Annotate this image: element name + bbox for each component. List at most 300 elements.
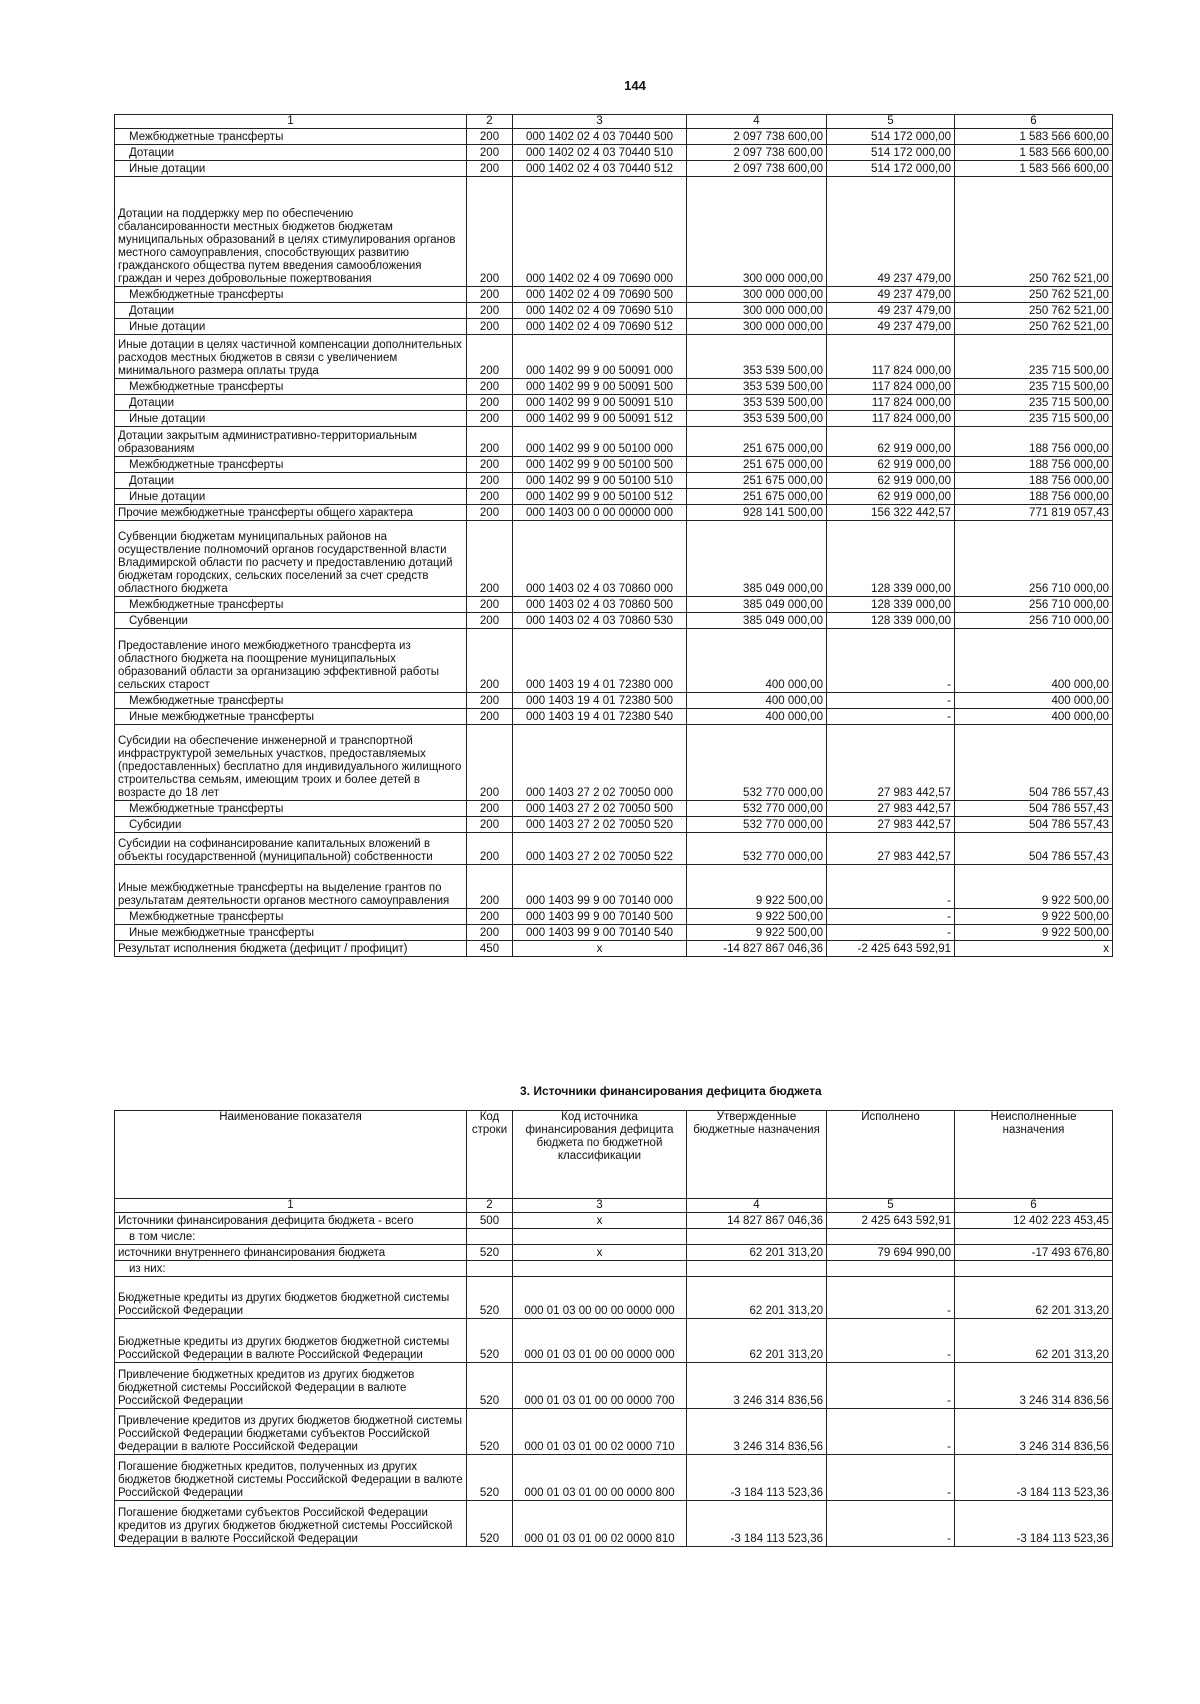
row-approved — [687, 1261, 827, 1277]
row-name: Субсидии на обеспечение инженерной и транспортной инфраструктурой земельных участков, предоставляемых (предоставленных) бесплатно для индивидуального жилищного строительства семьям, имеющим троих и более детей в возрасте до 18 лет — [115, 725, 467, 801]
row-name: Межбюджетные трансферты — [115, 287, 467, 303]
table-row — [115, 411, 1113, 427]
row-line-code: 200 — [467, 505, 513, 521]
table-row — [115, 1319, 1113, 1363]
row-classification-code: 000 1402 99 9 00 50100 512 — [513, 489, 687, 505]
row-unexecuted: -3 184 113 523,36 — [955, 1501, 1113, 1547]
table-row — [115, 177, 1113, 287]
row-line-code: 520 — [467, 1501, 513, 1547]
row-unexecuted: 1 583 566 600,00 — [955, 129, 1113, 145]
table-row — [115, 941, 1113, 957]
row-line-code: 200 — [467, 597, 513, 613]
row-unexecuted: 771 819 057,43 — [955, 505, 1113, 521]
row-approved: 532 770 000,00 — [687, 725, 827, 801]
row-name: Привлечение кредитов из других бюджетов бюджетной системы Российской Федерации бюджетами субъектов Российской Федерации в валюте Российской Федерации — [115, 1409, 467, 1455]
row-unexecuted: 504 786 557,43 — [955, 801, 1113, 817]
row-approved: 400 000,00 — [687, 629, 827, 693]
row-approved: 9 922 500,00 — [687, 909, 827, 925]
row-approved: 300 000 000,00 — [687, 319, 827, 335]
row-classification-code: 000 1402 99 9 00 50100 000 — [513, 427, 687, 457]
row-unexecuted: 1 583 566 600,00 — [955, 161, 1113, 177]
row-unexecuted: 188 756 000,00 — [955, 473, 1113, 489]
row-approved: -14 827 867 046,36 — [687, 941, 827, 957]
row-unexecuted: 250 762 521,00 — [955, 287, 1113, 303]
row-classification-code: 000 1402 99 9 00 50100 510 — [513, 473, 687, 489]
row-unexecuted — [955, 1261, 1113, 1277]
row-approved: 928 141 500,00 — [687, 505, 827, 521]
table-row — [115, 865, 1113, 909]
row-approved: 9 922 500,00 — [687, 865, 827, 909]
row-unexecuted: 235 715 500,00 — [955, 335, 1113, 379]
row-executed: 49 237 479,00 — [827, 303, 955, 319]
row-name: Бюджетные кредиты из других бюджетов бюджетной системы Российской Федерации в валюте Российской Федерации — [115, 1319, 467, 1363]
col-num-2: 2 — [467, 1199, 513, 1213]
row-line-code: 200 — [467, 833, 513, 865]
table-row — [115, 161, 1113, 177]
table-row — [115, 427, 1113, 457]
row-classification-code: 000 1403 99 9 00 70140 500 — [513, 909, 687, 925]
col-num-1: 1 — [115, 1199, 467, 1213]
row-line-code: 200 — [467, 303, 513, 319]
row-classification-code: 000 01 03 01 00 02 0000 710 — [513, 1409, 687, 1455]
row-line-code: 200 — [467, 161, 513, 177]
col-num-1: 1 — [115, 115, 467, 129]
row-approved: 385 049 000,00 — [687, 597, 827, 613]
table-row — [115, 1455, 1113, 1501]
row-approved: 300 000 000,00 — [687, 303, 827, 319]
table-row — [115, 489, 1113, 505]
row-unexecuted: 256 710 000,00 — [955, 613, 1113, 629]
row-classification-code: 000 1403 02 4 03 70860 000 — [513, 521, 687, 597]
row-name: Межбюджетные трансферты — [115, 597, 467, 613]
row-line-code: 200 — [467, 925, 513, 941]
row-unexecuted: 188 756 000,00 — [955, 457, 1113, 473]
row-classification-code: 000 01 03 01 00 00 0000 700 — [513, 1363, 687, 1409]
row-name: Прочие межбюджетные трансферты общего характера — [115, 505, 467, 521]
table-row — [115, 1409, 1113, 1455]
row-approved: 385 049 000,00 — [687, 521, 827, 597]
row-unexecuted: 250 762 521,00 — [955, 303, 1113, 319]
row-approved — [687, 1229, 827, 1245]
row-classification-code: 000 1402 99 9 00 50091 500 — [513, 379, 687, 395]
row-name: Предоставление иного межбюджетного трансферта из областного бюджета на поощрение муниципальных образований области за организацию эффективной работы сельских старост — [115, 629, 467, 693]
row-executed: - — [827, 1409, 955, 1455]
row-executed: 62 919 000,00 — [827, 489, 955, 505]
expenditures-table — [114, 114, 1113, 957]
row-approved: -3 184 113 523,36 — [687, 1455, 827, 1501]
row-classification-code: x — [513, 941, 687, 957]
table-row — [115, 693, 1113, 709]
row-unexecuted: 62 201 313,20 — [955, 1319, 1113, 1363]
table-row — [115, 833, 1113, 865]
row-approved: 300 000 000,00 — [687, 287, 827, 303]
row-unexecuted: 256 710 000,00 — [955, 597, 1113, 613]
row-approved: 353 539 500,00 — [687, 379, 827, 395]
row-approved: 300 000 000,00 — [687, 177, 827, 287]
row-approved: 2 097 738 600,00 — [687, 145, 827, 161]
col-num-6: 6 — [955, 115, 1113, 129]
row-classification-code: 000 1402 02 4 09 70690 512 — [513, 319, 687, 335]
row-approved: 62 201 313,20 — [687, 1319, 827, 1363]
row-unexecuted: 188 756 000,00 — [955, 427, 1113, 457]
row-executed: 117 824 000,00 — [827, 395, 955, 411]
table-row — [115, 303, 1113, 319]
row-name: Дотации — [115, 145, 467, 161]
row-executed: 62 919 000,00 — [827, 457, 955, 473]
table-row — [115, 817, 1113, 833]
row-classification-code: 000 01 03 00 00 00 0000 000 — [513, 1277, 687, 1319]
row-approved: 251 675 000,00 — [687, 457, 827, 473]
row-classification-code: 000 1402 99 9 00 50091 510 — [513, 395, 687, 411]
row-executed — [827, 1229, 955, 1245]
table-row — [115, 129, 1113, 145]
row-executed: - — [827, 909, 955, 925]
row-executed: 2 425 643 592,91 — [827, 1213, 955, 1229]
row-approved: 62 201 313,20 — [687, 1277, 827, 1319]
row-approved: 400 000,00 — [687, 709, 827, 725]
row-classification-code: 000 1403 19 4 01 72380 540 — [513, 709, 687, 725]
row-executed: - — [827, 693, 955, 709]
row-line-code: 200 — [467, 613, 513, 629]
row-executed: 128 339 000,00 — [827, 597, 955, 613]
table-row — [115, 597, 1113, 613]
row-unexecuted: 400 000,00 — [955, 693, 1113, 709]
row-unexecuted — [955, 1229, 1113, 1245]
row-executed: 27 983 442,57 — [827, 725, 955, 801]
row-line-code: 520 — [467, 1409, 513, 1455]
row-name: Дотации — [115, 473, 467, 489]
row-line-code — [467, 1261, 513, 1277]
row-name: Субсидии на софинансирование капитальных вложений в объекты государственной (муниципальной) собственности — [115, 833, 467, 865]
row-name: Дотации — [115, 303, 467, 319]
row-classification-code: 000 1403 27 2 02 70050 000 — [513, 725, 687, 801]
row-name: Источники финансирования дефицита бюджета - всего — [115, 1213, 467, 1229]
row-classification-code: 000 01 03 01 00 00 0000 000 — [513, 1319, 687, 1363]
row-line-code: 200 — [467, 489, 513, 505]
row-approved: 2 097 738 600,00 — [687, 129, 827, 145]
row-executed: - — [827, 1455, 955, 1501]
table-row — [115, 1363, 1113, 1409]
row-classification-code: 000 1402 02 4 03 70440 512 — [513, 161, 687, 177]
row-approved: 2 097 738 600,00 — [687, 161, 827, 177]
row-approved: 532 770 000,00 — [687, 833, 827, 865]
row-classification-code: 000 1403 27 2 02 70050 500 — [513, 801, 687, 817]
row-executed — [827, 1261, 955, 1277]
row-unexecuted: 235 715 500,00 — [955, 395, 1113, 411]
row-name: источники внутреннего финансирования бюджета — [115, 1245, 467, 1261]
row-classification-code: 000 1403 27 2 02 70050 522 — [513, 833, 687, 865]
table-row — [115, 395, 1113, 411]
row-executed: - — [827, 1501, 955, 1547]
row-line-code: 200 — [467, 129, 513, 145]
row-executed: 27 983 442,57 — [827, 817, 955, 833]
column-number-row — [115, 1199, 1113, 1213]
row-unexecuted: 504 786 557,43 — [955, 817, 1113, 833]
table-row — [115, 521, 1113, 597]
table-row — [115, 287, 1113, 303]
row-name: Межбюджетные трансферты — [115, 909, 467, 925]
row-line-code: 200 — [467, 725, 513, 801]
row-name: Межбюджетные трансферты — [115, 457, 467, 473]
row-line-code: 200 — [467, 629, 513, 693]
row-executed: 156 322 442,57 — [827, 505, 955, 521]
row-line-code: 200 — [467, 145, 513, 161]
row-classification-code: 000 1403 02 4 03 70860 500 — [513, 597, 687, 613]
row-executed: - — [827, 925, 955, 941]
row-executed: 62 919 000,00 — [827, 473, 955, 489]
table-row — [115, 909, 1113, 925]
row-classification-code: 000 01 03 01 00 00 0000 800 — [513, 1455, 687, 1501]
row-approved: 385 049 000,00 — [687, 613, 827, 629]
header-approved: Утвержденные бюджетные назначения — [687, 1111, 827, 1199]
row-name: Субвенции — [115, 613, 467, 629]
row-approved: -3 184 113 523,36 — [687, 1501, 827, 1547]
row-line-code: 200 — [467, 801, 513, 817]
table-row — [115, 505, 1113, 521]
row-name: Межбюджетные трансферты — [115, 801, 467, 817]
row-name: Межбюджетные трансферты — [115, 129, 467, 145]
row-approved: 353 539 500,00 — [687, 411, 827, 427]
row-classification-code: 000 1403 99 9 00 70140 540 — [513, 925, 687, 941]
row-classification-code — [513, 1261, 687, 1277]
row-unexecuted: 12 402 223 453,45 — [955, 1213, 1113, 1229]
table-row — [115, 473, 1113, 489]
row-unexecuted: 400 000,00 — [955, 629, 1113, 693]
row-approved: 353 539 500,00 — [687, 335, 827, 379]
row-line-code: 520 — [467, 1319, 513, 1363]
row-unexecuted: 188 756 000,00 — [955, 489, 1113, 505]
table-row — [115, 457, 1113, 473]
row-classification-code: 000 1402 02 4 03 70440 510 — [513, 145, 687, 161]
row-unexecuted: 235 715 500,00 — [955, 379, 1113, 395]
row-approved: 251 675 000,00 — [687, 473, 827, 489]
column-number-row — [115, 115, 1113, 129]
table-row — [115, 379, 1113, 395]
row-classification-code: x — [513, 1245, 687, 1261]
row-name: Субсидии — [115, 817, 467, 833]
row-approved: 251 675 000,00 — [687, 489, 827, 505]
row-approved: 532 770 000,00 — [687, 817, 827, 833]
row-executed: 117 824 000,00 — [827, 335, 955, 379]
row-line-code: 200 — [467, 817, 513, 833]
row-unexecuted: 3 246 314 836,56 — [955, 1409, 1113, 1455]
table-row — [115, 335, 1113, 379]
row-classification-code: x — [513, 1213, 687, 1229]
row-name: Дотации — [115, 395, 467, 411]
row-approved: 251 675 000,00 — [687, 427, 827, 457]
row-classification-code: 000 1402 99 9 00 50091 000 — [513, 335, 687, 379]
row-unexecuted: x — [955, 941, 1113, 957]
row-line-code: 200 — [467, 473, 513, 489]
row-name: Межбюджетные трансферты — [115, 379, 467, 395]
row-name: Дотации на поддержку мер по обеспечению сбалансированности местных бюджетов бюджетам муниципальных образований в целях стимулирования органов местного самоуправления, способствующих развитию гражданского общества путем введения самообложения граждан и через добровольные пожертвования — [115, 177, 467, 287]
row-unexecuted: 250 762 521,00 — [955, 319, 1113, 335]
row-name: Иные дотации — [115, 161, 467, 177]
row-name: Межбюджетные трансферты — [115, 693, 467, 709]
row-unexecuted: 9 922 500,00 — [955, 865, 1113, 909]
row-line-code: 200 — [467, 865, 513, 909]
header-executed: Исполнено — [827, 1111, 955, 1199]
row-unexecuted: 400 000,00 — [955, 709, 1113, 725]
row-name: Субвенции бюджетам муниципальных районов на осуществление полномочий органов государственной власти Владимирской области по расчету и предоставлению дотаций бюджетам городских, сельских поселений за счет средств областного бюджета — [115, 521, 467, 597]
page-number: 144 — [624, 78, 646, 93]
table-row — [115, 613, 1113, 629]
row-classification-code: 000 01 03 01 00 02 0000 810 — [513, 1501, 687, 1547]
row-line-code: 200 — [467, 909, 513, 925]
row-line-code: 200 — [467, 521, 513, 597]
col-num-2: 2 — [467, 115, 513, 129]
header-name: Наименование показателя — [115, 1111, 467, 1199]
row-line-code: 200 — [467, 379, 513, 395]
table-row — [115, 709, 1113, 725]
row-approved: 353 539 500,00 — [687, 395, 827, 411]
row-executed: - — [827, 629, 955, 693]
header-unexecuted: Неисполненные назначения — [955, 1111, 1113, 1199]
row-classification-code: 000 1402 99 9 00 50100 500 — [513, 457, 687, 473]
row-executed: 62 919 000,00 — [827, 427, 955, 457]
col-num-5: 5 — [827, 1199, 955, 1213]
row-executed: - — [827, 1277, 955, 1319]
row-line-code: 200 — [467, 693, 513, 709]
row-name: Иные межбюджетные трансферты на выделение грантов по результатам деятельности органов местного самоуправления — [115, 865, 467, 909]
header-source-code: Код источника финансирования дефицита бюджета по бюджетной классификации — [513, 1111, 687, 1199]
row-name: Иные межбюджетные трансферты — [115, 709, 467, 725]
table-row — [115, 801, 1113, 817]
row-classification-code: 000 1403 27 2 02 70050 520 — [513, 817, 687, 833]
table-row — [115, 1501, 1113, 1547]
row-line-code: 200 — [467, 287, 513, 303]
header-line-code: Код строки — [467, 1111, 513, 1199]
table-row — [115, 145, 1113, 161]
row-line-code: 200 — [467, 457, 513, 473]
row-line-code: 200 — [467, 427, 513, 457]
table-row — [115, 1229, 1113, 1245]
table-row — [115, 725, 1113, 801]
row-classification-code: 000 1402 99 9 00 50091 512 — [513, 411, 687, 427]
row-unexecuted: 504 786 557,43 — [955, 725, 1113, 801]
row-unexecuted: 256 710 000,00 — [955, 521, 1113, 597]
row-line-code: 200 — [467, 177, 513, 287]
row-approved: 3 246 314 836,56 — [687, 1409, 827, 1455]
row-name: в том числе: — [115, 1229, 467, 1245]
row-executed: 117 824 000,00 — [827, 411, 955, 427]
row-unexecuted: 250 762 521,00 — [955, 177, 1113, 287]
row-line-code: 200 — [467, 709, 513, 725]
row-unexecuted: 235 715 500,00 — [955, 411, 1113, 427]
row-approved: 3 246 314 836,56 — [687, 1363, 827, 1409]
table-row — [115, 629, 1113, 693]
row-executed: 49 237 479,00 — [827, 319, 955, 335]
row-classification-code — [513, 1229, 687, 1245]
table-row — [115, 1261, 1113, 1277]
row-unexecuted: -17 493 676,80 — [955, 1245, 1113, 1261]
row-executed: - — [827, 1319, 955, 1363]
row-name: Иные межбюджетные трансферты — [115, 925, 467, 941]
row-executed: - — [827, 865, 955, 909]
row-line-code — [467, 1229, 513, 1245]
row-executed: 27 983 442,57 — [827, 801, 955, 817]
row-unexecuted: 62 201 313,20 — [955, 1277, 1113, 1319]
col-num-4: 4 — [687, 1199, 827, 1213]
table-row — [115, 319, 1113, 335]
row-executed: - — [827, 709, 955, 725]
row-line-code: 500 — [467, 1213, 513, 1229]
row-approved: 14 827 867 046,36 — [687, 1213, 827, 1229]
row-name: Иные дотации — [115, 489, 467, 505]
row-unexecuted: 9 922 500,00 — [955, 925, 1113, 941]
financing-sources-table — [114, 1110, 1113, 1547]
row-classification-code: 000 1403 19 4 01 72380 500 — [513, 693, 687, 709]
table-row — [115, 1245, 1113, 1261]
row-executed: 128 339 000,00 — [827, 521, 955, 597]
row-line-code: 200 — [467, 411, 513, 427]
row-name: Иные дотации в целях частичной компенсации дополнительных расходов местных бюджетов в связи с увеличением минимального размера оплаты труда — [115, 335, 467, 379]
table-row — [115, 925, 1113, 941]
row-line-code: 200 — [467, 335, 513, 379]
row-name: Результат исполнения бюджета (дефицит / профицит) — [115, 941, 467, 957]
row-line-code: 200 — [467, 319, 513, 335]
row-line-code: 520 — [467, 1245, 513, 1261]
row-executed: 79 694 990,00 — [827, 1245, 955, 1261]
row-line-code: 520 — [467, 1277, 513, 1319]
table-row — [115, 1213, 1113, 1229]
row-name: из них: — [115, 1261, 467, 1277]
row-executed: 27 983 442,57 — [827, 833, 955, 865]
row-classification-code: 000 1402 02 4 09 70690 000 — [513, 177, 687, 287]
row-name: Иные дотации — [115, 411, 467, 427]
row-classification-code: 000 1402 02 4 09 70690 500 — [513, 287, 687, 303]
col-num-5: 5 — [827, 115, 955, 129]
row-approved: 9 922 500,00 — [687, 925, 827, 941]
row-executed: -2 425 643 592,91 — [827, 941, 955, 957]
row-approved: 62 201 313,20 — [687, 1245, 827, 1261]
row-line-code: 520 — [467, 1363, 513, 1409]
row-unexecuted: 9 922 500,00 — [955, 909, 1113, 925]
row-executed: 49 237 479,00 — [827, 287, 955, 303]
row-name: Погашение бюджетных кредитов, полученных из других бюджетов бюджетной системы Российской Федерации в валюте Российской Федерации — [115, 1455, 467, 1501]
col-num-6: 6 — [955, 1199, 1113, 1213]
row-unexecuted: 1 583 566 600,00 — [955, 145, 1113, 161]
row-line-code: 450 — [467, 941, 513, 957]
table-row — [115, 1277, 1113, 1319]
row-unexecuted: 504 786 557,43 — [955, 833, 1113, 865]
row-classification-code: 000 1403 00 0 00 00000 000 — [513, 505, 687, 521]
row-classification-code: 000 1403 19 4 01 72380 000 — [513, 629, 687, 693]
row-name: Привлечение бюджетных кредитов из других бюджетов бюджетной системы Российской Федерации в валюте Российской Федерации — [115, 1363, 467, 1409]
col-num-3: 3 — [513, 115, 687, 129]
row-executed: 514 172 000,00 — [827, 145, 955, 161]
row-classification-code: 000 1402 02 4 03 70440 500 — [513, 129, 687, 145]
row-name: Дотации закрытым административно-территориальным образованиям — [115, 427, 467, 457]
row-unexecuted: 3 246 314 836,56 — [955, 1363, 1113, 1409]
col-num-3: 3 — [513, 1199, 687, 1213]
row-name: Бюджетные кредиты из других бюджетов бюджетной системы Российской Федерации — [115, 1277, 467, 1319]
col-num-4: 4 — [687, 115, 827, 129]
row-approved: 532 770 000,00 — [687, 801, 827, 817]
row-line-code: 520 — [467, 1455, 513, 1501]
row-classification-code: 000 1402 02 4 09 70690 510 — [513, 303, 687, 319]
section-title: 3. Источники финансирования дефицита бюджета — [520, 1084, 822, 1098]
row-name: Иные дотации — [115, 319, 467, 335]
header-row — [115, 1111, 1113, 1199]
row-classification-code: 000 1403 99 9 00 70140 000 — [513, 865, 687, 909]
row-executed: 49 237 479,00 — [827, 177, 955, 287]
row-executed: 128 339 000,00 — [827, 613, 955, 629]
row-classification-code: 000 1403 02 4 03 70860 530 — [513, 613, 687, 629]
row-line-code: 200 — [467, 395, 513, 411]
row-executed: 514 172 000,00 — [827, 161, 955, 177]
row-executed: - — [827, 1363, 955, 1409]
